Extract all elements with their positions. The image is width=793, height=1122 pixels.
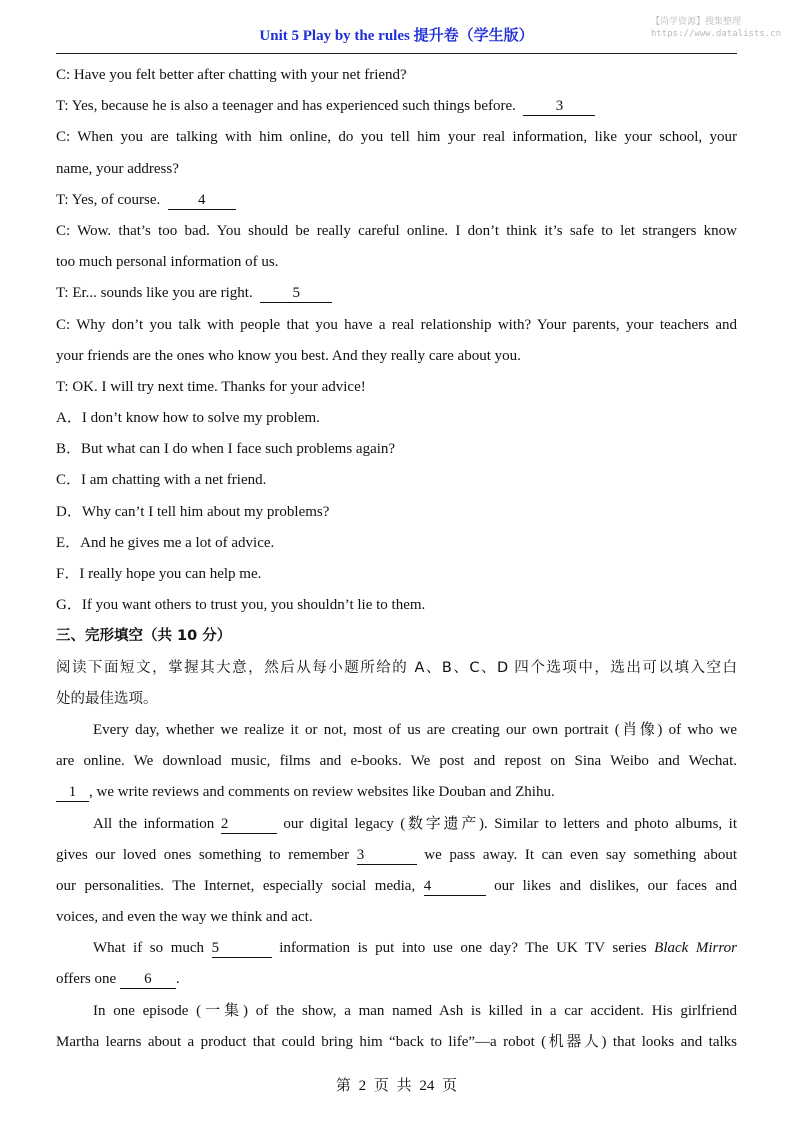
page-body	[56, 60, 737, 1058]
blank-2: 2	[221, 816, 277, 834]
option-e: E．And he gives me a lot of advice.	[56, 534, 275, 551]
dialogue-line: T: Yes, because he is also a teenager and has experienced such things before. 3	[56, 91, 737, 122]
header-divider	[56, 53, 737, 54]
section-heading: 三、完形填空（共 10 分）	[56, 628, 232, 645]
passage-line: are online. We download music, films and e-books. We post and repost on Sina Weibo and Wechat.	[56, 753, 737, 770]
dialogue-line: C: Have you felt better after chatting with your net friend?	[56, 67, 407, 83]
blank-1: 1	[56, 784, 89, 802]
dialogue-line: C: Wow. that’s too bad. You should be really careful online. I don’t think it’s safe to let strangers know	[56, 222, 737, 239]
dialogue-line: too much personal information of us.	[56, 254, 279, 271]
dialogue-line: T: Yes, of course. 4	[56, 185, 737, 216]
option-a: A．I don’t know how to solve my problem.	[56, 410, 320, 427]
option-b: B．But what can I do when I face such problems again?	[56, 441, 396, 458]
passage-line: offers one 6 .	[56, 971, 180, 988]
page-header	[0, 17, 793, 46]
passage-line: voices, and even the way we think and act.	[56, 909, 313, 926]
option-d: D．Why can’t I tell him about my problems?	[56, 503, 330, 520]
watermark-url: https://www.datalists.cn	[650, 29, 781, 39]
option-f: F．I really hope you can help me.	[56, 566, 262, 582]
watermark	[651, 16, 781, 40]
watermark-source: 【尚学资源】搜集整理	[650, 17, 741, 27]
section-instruction: 处的最佳选项。	[56, 690, 158, 707]
passage-line: Every day, whether we realize it or not, most of us are creating our own portrait (肖像) of who we	[93, 721, 737, 738]
blank-6: 6	[120, 971, 176, 989]
series-title: Black Mirror	[654, 940, 738, 957]
blank-4b: 4	[424, 878, 486, 896]
section-instruction: 阅读下面短文，掌握其大意，然后从每小题所给的 A、B、C、D 四个选项中，选出可以填入空白	[56, 659, 737, 676]
passage-line: 1 , we write reviews and comments on review websites like Douban and Zhihu.	[56, 777, 737, 808]
passage-line: Martha learns about a product that could bring him “back to life”—a robot (机器人) that looks and talks	[56, 1033, 737, 1050]
dialogue-line: C: When you are talking with him online, do you tell him your real information, like your school, your	[56, 129, 737, 146]
blank-5b: 5	[212, 940, 272, 958]
page-number: 第 2 页 共 24 页	[335, 1078, 458, 1094]
passage-line: All the information 2 our digital legacy (数字遗产). Similar to letters and photo albums, it	[93, 815, 737, 832]
passage-line: In one episode (一集) of the show, a man named Ash is killed in a car accident. His girlfriend	[93, 1002, 737, 1019]
passage-line: our personalities. The Internet, especially social media, 4 our likes and dislikes, our faces and	[56, 877, 738, 894]
option-g: G．If you want others to trust you, you shouldn’t lie to them.	[56, 597, 426, 614]
dialogue-line: T: OK. I will try next time. Thanks for your advice!	[56, 378, 366, 395]
dialogue-line: C: Why don’t you talk with people that you have a real relationship with? Your parents, your teachers and	[56, 316, 737, 333]
option-c: C．I am chatting with a net friend.	[56, 472, 267, 489]
page-title: Unit 5 Play by the rules 提升卷（学生版）	[259, 28, 534, 44]
dialogue-line: your friends are the ones who know you best. And they really care about you.	[56, 347, 521, 364]
dialogue-line: T: Er... sounds like you are right. 5	[56, 278, 737, 309]
blank-5: 5	[260, 285, 332, 303]
passage-line: What if so much 5 information is put into use one day? The UK TV series Black Mirror	[93, 940, 738, 957]
passage-line: gives our loved ones something to remember 3 we pass away. It can even say something about	[56, 846, 737, 863]
blank-3b: 3	[357, 847, 417, 865]
dialogue-line: name, your address?	[56, 160, 179, 177]
blank-4: 4	[168, 192, 236, 210]
blank-3: 3	[523, 98, 595, 116]
